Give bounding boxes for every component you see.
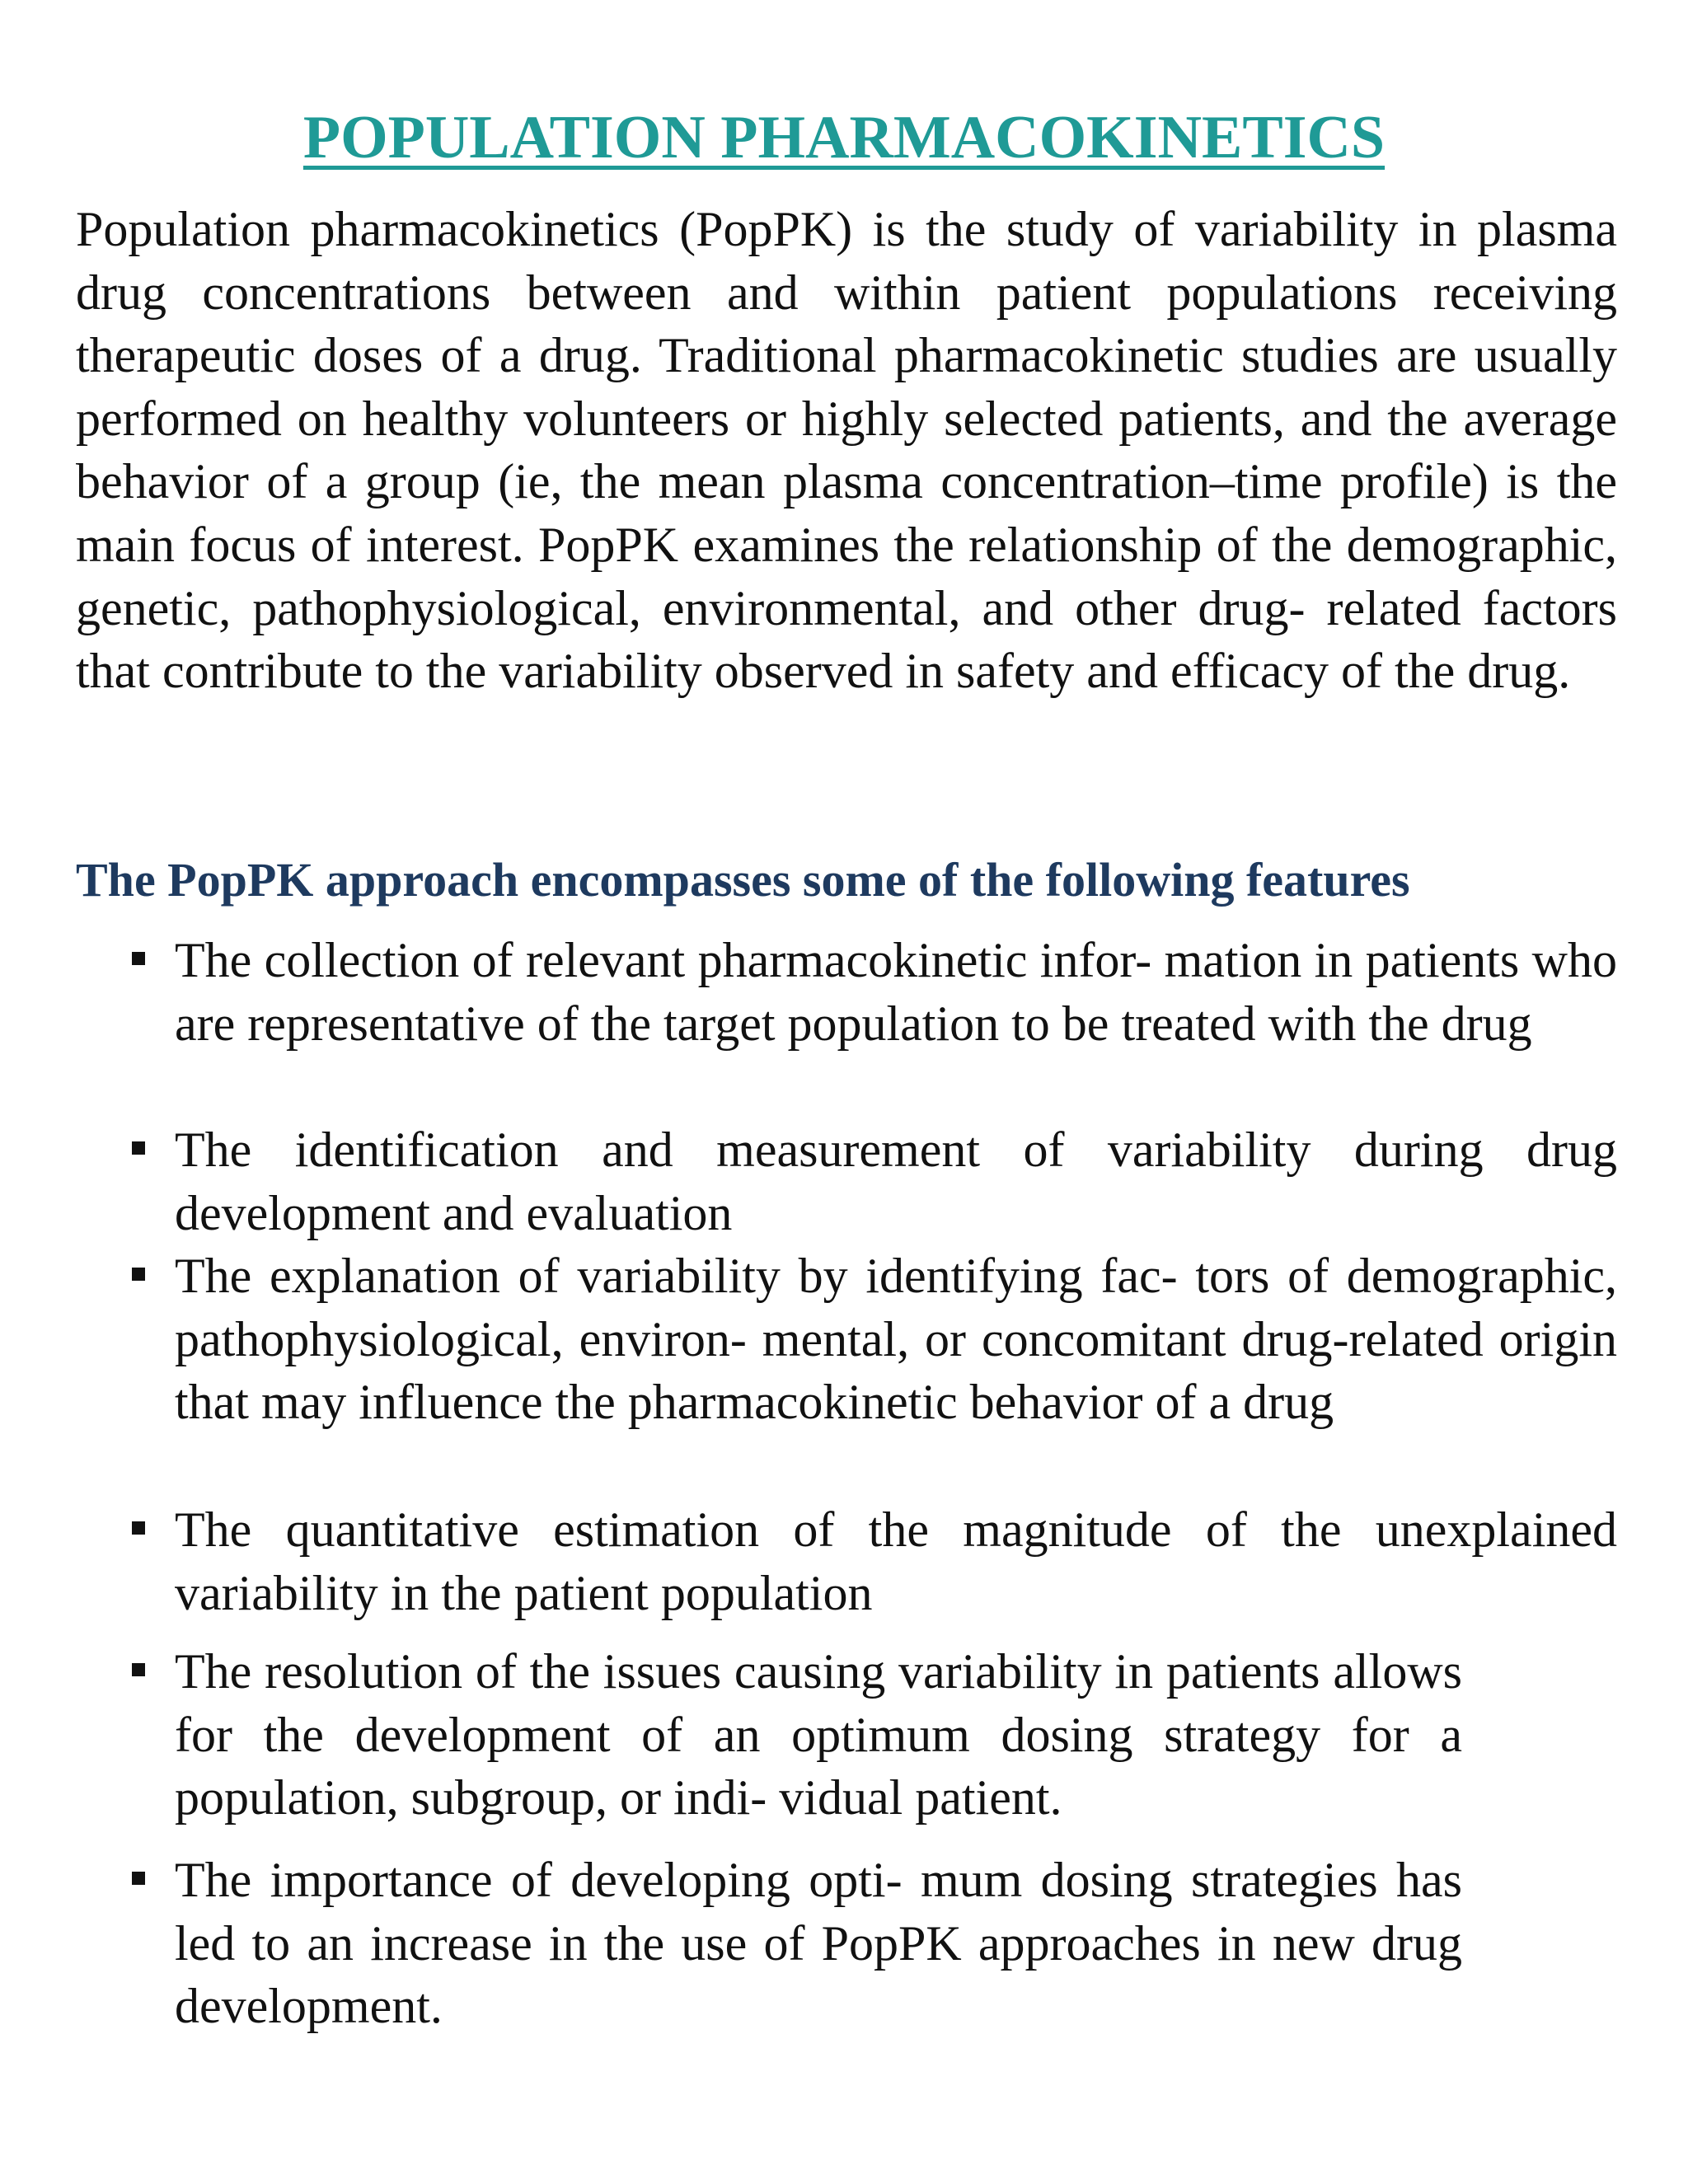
features-heading: The PopPK approach encompasses some of the following features — [76, 853, 1410, 907]
list-item-text: The identification and measurement of variability during drug development and evaluation — [175, 1122, 1617, 1240]
square-bullet-icon — [132, 1521, 145, 1535]
list-item-text: The quantitative estimation of the magnitude of the unexplained variability in the patient population — [175, 1502, 1617, 1620]
page-title — [0, 101, 1688, 175]
square-bullet-icon — [132, 1663, 145, 1676]
list-item-text: The explanation of variability by identifying fac- tors of demographic, pathophysiological, environ- mental, or concomitant drug-related origin that may influence the pharmacokinetic behavior of a drug — [175, 1249, 1617, 1430]
list-item-text: The resolution of the issues causing variability in patients allows for the development of an optimum dosing strategy for a population, subgroup, or indi- vidual patient. — [175, 1644, 1462, 1825]
square-bullet-icon — [132, 1268, 145, 1281]
square-bullet-icon — [132, 952, 145, 965]
square-bullet-icon — [132, 1141, 145, 1155]
square-bullet-icon — [132, 1872, 145, 1885]
page-title-text: POPULATION PHARMACOKINETICS — [302, 104, 1386, 171]
list-item-text: The importance of developing opti- mum dosing strategies has led to an increase in the use of PopPK approaches in new drug development. — [175, 1853, 1462, 2034]
list-item-text: The collection of relevant pharmacokinetic infor- mation in patients who are representative of the target population to be treated with the drug — [175, 933, 1617, 1051]
intro-paragraph: Population pharmacokinetics (PopPK) is the study of variability in plasma drug concentrations between and within patient populations receiving therapeutic doses of a drug. Traditional pharmacokinetic studies are usually performed on healthy volunteers or highly selected patients, and the average behavior of a group (ie, the mean plasma concentration–time profile) is the main focus of interest. PopPK examines the relationship of the demographic, genetic, pathophysiological, environmental, and other drug- related factors that contribute to the variability observed in safety and efficacy of the drug. — [76, 202, 1617, 699]
